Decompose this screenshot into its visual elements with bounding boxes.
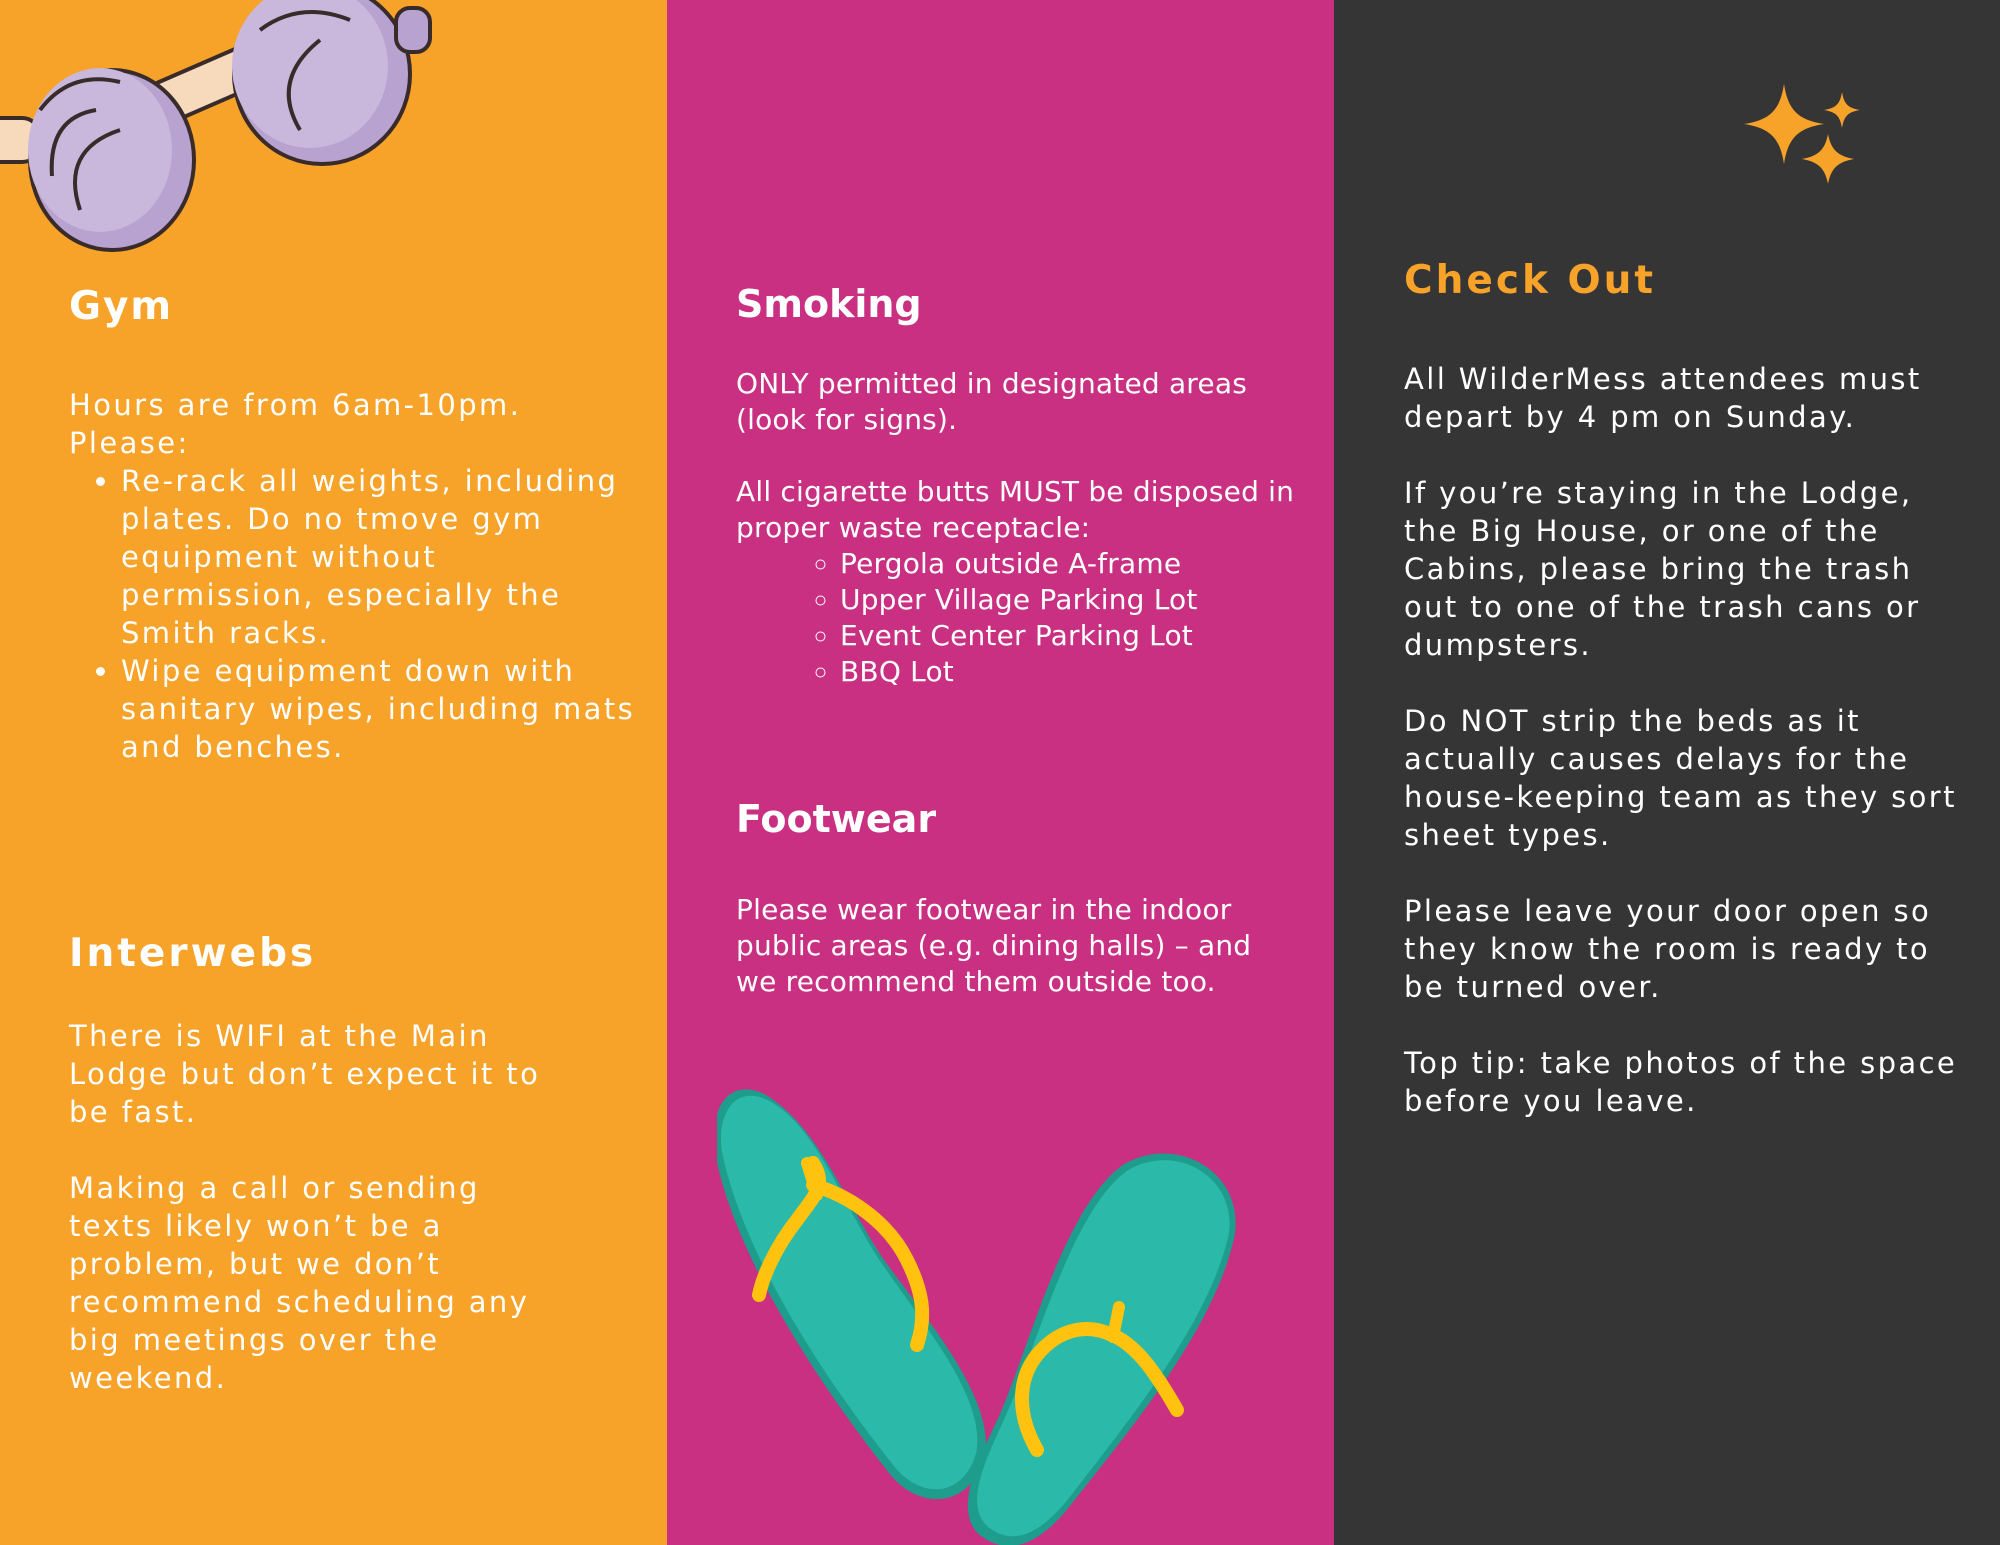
list-item: • Wipe equipment down with sanitary wipes, including mats and benches. (121, 652, 639, 766)
dumbbell-icon (0, 0, 440, 260)
smoking-panel (667, 0, 1334, 1545)
list-item: • Re-rack all weights, including plates. Do no tmove gym equipment without permission, especially the Smith racks. (121, 462, 639, 652)
gym-panel (0, 0, 667, 1545)
checkout-title: Check Out (1404, 258, 1657, 303)
list-item: ◦ Upper Village Parking Lot (840, 582, 1296, 618)
gym-body (69, 386, 639, 766)
checkout-paragraph: Please leave your door open so they know the room is ready to be turned over. (1404, 894, 1932, 1004)
smoking-body (736, 366, 1296, 690)
checkout-paragraph: If you’re staying in the Lodge, the Big House, or one of the Cabins, please bring the trash out to one of the trash cans or dumpsters. (1404, 476, 1921, 662)
gym-rules-list (69, 462, 639, 766)
flip-flops-icon (717, 1045, 1277, 1545)
interwebs-paragraph: Making a call or sending texts likely won’t be a problem, but we don’t recommend scheduling any big meetings over the weekend. (69, 1171, 530, 1395)
gym-title: Gym (69, 284, 174, 329)
smoking-paragraph: All cigarette butts MUST be disposed in proper waste receptacle: (736, 475, 1295, 544)
smoking-locations-list (736, 546, 1296, 690)
gym-please: Please: (69, 426, 190, 460)
checkout-paragraph: Do NOT strip the beds as it actually causes delays for the house-keeping team as they sort sheet types. (1404, 704, 1957, 852)
checkout-paragraph: All WilderMess attendees must depart by 4 pm on Sunday. (1404, 362, 1922, 434)
smoking-title: Smoking (736, 282, 922, 326)
list-item: ◦ BBQ Lot (840, 654, 1296, 690)
footwear-title: Footwear (736, 797, 937, 841)
footwear-paragraph: Please wear footwear in the indoor public areas (e.g. dining halls) – and we recommend them outside too. (736, 893, 1252, 998)
checkout-paragraph: Top tip: take photos of the space before you leave. (1404, 1046, 1958, 1118)
interwebs-paragraph: There is WIFI at the Main Lodge but don’t expect it to be fast. (69, 1019, 541, 1129)
smoking-paragraph: ONLY permitted in designated areas (look for signs). (736, 367, 1247, 436)
gym-hours: Hours are from 6am-10pm. (69, 388, 522, 422)
sparkles-icon (1740, 82, 1870, 192)
interwebs-body (69, 1017, 569, 1397)
interwebs-title: Interwebs (69, 931, 317, 976)
checkout-body (1404, 360, 1964, 1120)
checkout-panel (1334, 0, 2000, 1545)
list-item: ◦ Event Center Parking Lot (840, 618, 1296, 654)
footwear-body (736, 892, 1296, 1000)
list-item: ◦ Pergola outside A-frame (840, 546, 1296, 582)
